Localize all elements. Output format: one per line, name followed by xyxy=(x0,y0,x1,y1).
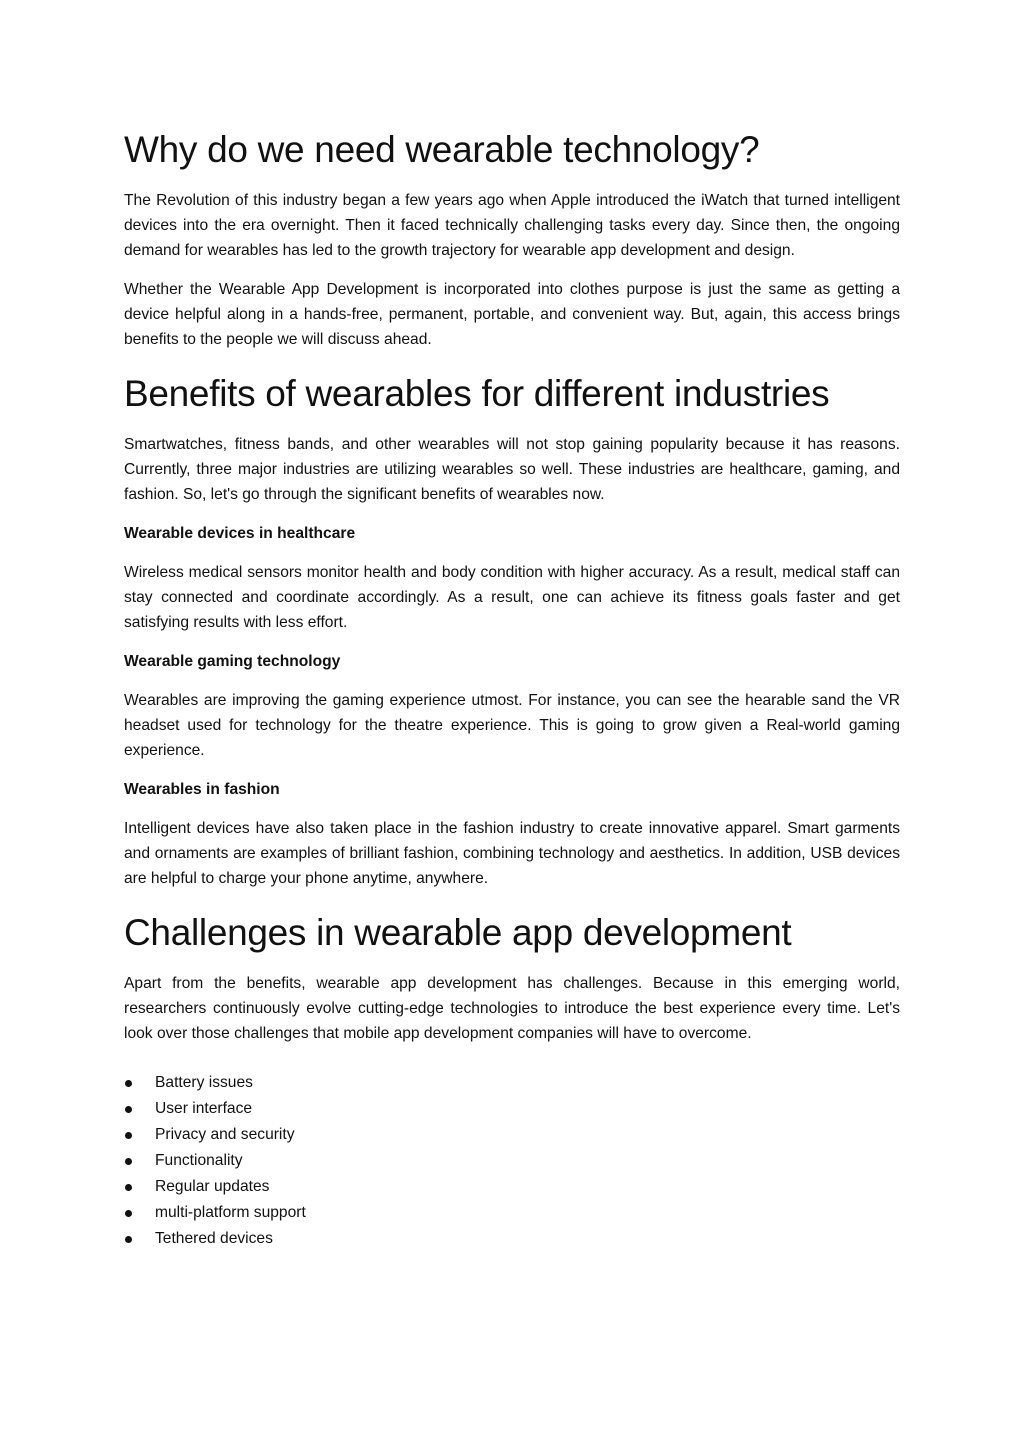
list-item xyxy=(124,1174,900,1200)
document-page xyxy=(124,126,900,1252)
list-item xyxy=(124,1226,900,1252)
bullet-icon xyxy=(125,1080,132,1087)
list-item xyxy=(124,1122,900,1148)
list-item-label: Privacy and security xyxy=(155,1126,295,1143)
list-item-label: User interface xyxy=(155,1100,253,1117)
bullet-icon xyxy=(125,1236,132,1243)
list-item xyxy=(124,1070,900,1096)
paragraph-challenges-intro: Apart from the benefits, wearable app development has challenges. Because in this emerging world, researchers continuously evolve cutting-edge technologies to introduce the best experience every time. Let's look over those challenges that mobile app development companies will have to overcome. xyxy=(124,975,900,1042)
bullet-icon xyxy=(125,1210,132,1217)
paragraph-fashion: Intelligent devices have also taken place in the fashion industry to create innovative apparel. Smart garments and ornaments are examples of brilliant fashion, combining technology and aesthetics. In addition, USB devices are helpful to charge your phone anytime, anywhere. xyxy=(124,820,900,887)
bullet-icon xyxy=(125,1158,132,1165)
subheading-gaming: Wearable gaming technology xyxy=(124,653,341,670)
list-item-label: Battery issues xyxy=(155,1074,253,1091)
paragraph-benefits-intro: Smartwatches, fitness bands, and other wearables will not stop gaining popularity because it has reasons. Currently, three major industries are utilizing wearables so well. These industries are healthcare, gaming, and fashion. So, let's go through the significant benefits of wearables now. xyxy=(124,436,900,503)
subheading-healthcare: Wearable devices in healthcare xyxy=(124,525,356,542)
bullet-icon xyxy=(125,1132,132,1139)
heading-why-wearables: Why do we need wearable technology? xyxy=(124,129,760,170)
section-benefits xyxy=(124,370,900,891)
heading-benefits: Benefits of wearables for different industries xyxy=(124,373,830,414)
list-item-label: Regular updates xyxy=(155,1178,270,1195)
paragraph-healthcare: Wireless medical sensors monitor health and body condition with higher accuracy. As a result, medical staff can stay connected and coordinate accordingly. As a result, one can achieve its fitness goals faster and get satisfying results with less effort. xyxy=(124,564,900,631)
bullet-icon xyxy=(125,1184,132,1191)
paragraph-revolution: The Revolution of this industry began a few years ago when Apple introduced the iWatch that turned intelligent devices into the era overnight. Then it faced technically challenging tasks every day. Since then, the ongoing demand for wearables has led to the growth trajectory for wearable app development and design. xyxy=(124,192,900,259)
list-item xyxy=(124,1096,900,1122)
challenges-list xyxy=(124,1070,900,1252)
list-item-label: multi-platform support xyxy=(155,1204,306,1221)
bullet-icon xyxy=(125,1106,132,1113)
list-item xyxy=(124,1200,900,1226)
paragraph-clothes: Whether the Wearable App Development is incorporated into clothes purpose is just the same as getting a device helpful along in a hands-free, permanent, portable, and convenient way. But, again, this access brings benefits to the people we will discuss ahead. xyxy=(124,281,900,348)
list-item-label: Functionality xyxy=(155,1152,243,1169)
list-item xyxy=(124,1148,900,1174)
paragraph-gaming: Wearables are improving the gaming experience utmost. For instance, you can see the hearable sand the VR headset used for technology for the theatre experience. This is going to grow given a Real-world gaming experience. xyxy=(124,692,900,759)
list-item-label: Tethered devices xyxy=(155,1230,273,1247)
section-challenges xyxy=(124,909,900,1252)
section-why-wearables xyxy=(124,126,900,352)
subheading-fashion: Wearables in fashion xyxy=(124,781,280,798)
heading-challenges: Challenges in wearable app development xyxy=(124,912,792,953)
